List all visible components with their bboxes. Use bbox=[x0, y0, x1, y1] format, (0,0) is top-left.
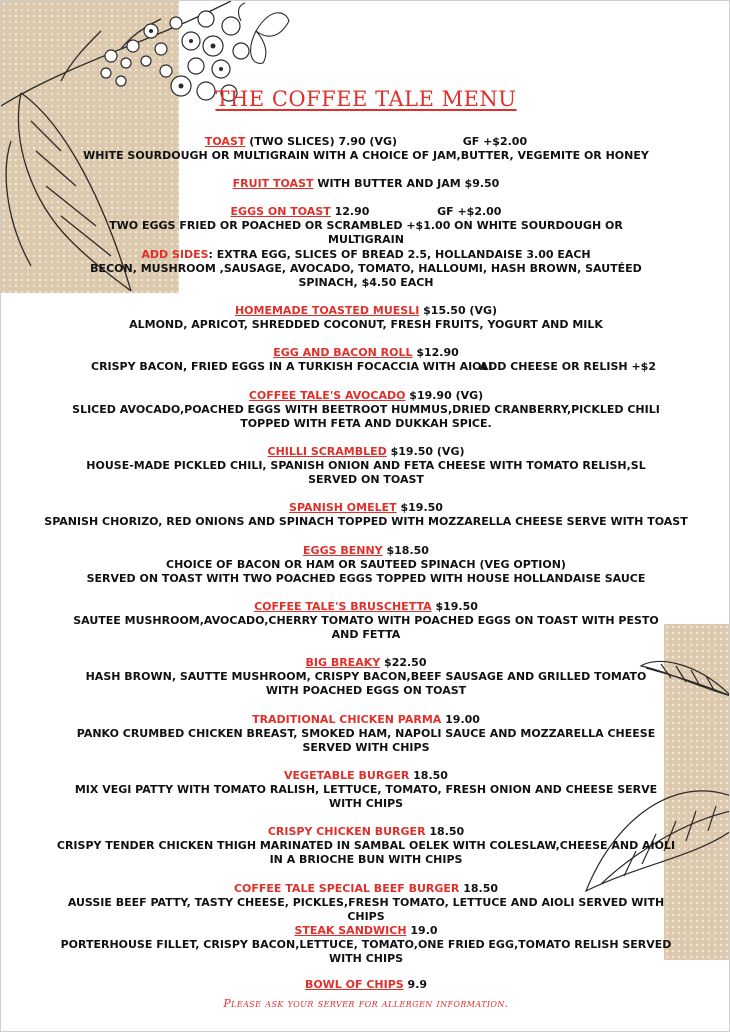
item-description: SPANISH CHORIZO, RED ONIONS AND SPINACH TOPPED WITH MOZZARELLA CHEESE SERVE WITH TOAST bbox=[44, 515, 688, 528]
item-description: WHITE SOURDOUGH OR MULTIGRAIN WITH A CHOICE OF JAM,BUTTER, VEGEMITE OR HONEY bbox=[83, 149, 649, 162]
item-price: 18.50 bbox=[463, 882, 499, 895]
item-name: STEAK SANDWICH bbox=[294, 924, 407, 937]
item-name: HOMEMADE TOASTED MUESLI bbox=[234, 304, 420, 317]
menu-item-bruschetta bbox=[71, 600, 661, 642]
item-description: SAUTEE MUSHROOM,AVOCADO,CHERRY TOMATO WITH POACHED EGGS ON TOAST WITH PESTO AND FETTA bbox=[73, 614, 659, 641]
item-name: COFFEE TALE'S AVOCADO bbox=[248, 389, 406, 402]
item-price: : EXTRA EGG, SLICES OF BREAD 2.5, HOLLANDAISE 3.00 EACH bbox=[208, 248, 591, 261]
menu-item-egg-bacon-roll bbox=[71, 346, 661, 374]
item-price: 18.50 bbox=[413, 769, 448, 782]
item-price: 19.0 bbox=[410, 924, 438, 937]
menu-title: THE COFFEE TALE MENU bbox=[215, 87, 517, 111]
item-description: BECON, MUSHROOM ,SAUSAGE, AVOCADO, TOMATO, HALLOUMI, HASH BROWN, SAUTÉED SPINACH, $4.50 EACH bbox=[90, 262, 642, 289]
item-name: EGGS ON TOAST bbox=[230, 205, 331, 218]
menu-item-beef-burger bbox=[67, 882, 665, 924]
menu-item-add-sides bbox=[71, 248, 661, 290]
item-price: $22.50 bbox=[384, 656, 427, 669]
menu-item-eggs-on-toast bbox=[71, 205, 661, 247]
menu-item-crispy-chicken-burger bbox=[56, 825, 676, 867]
menu-item-toast bbox=[71, 135, 661, 163]
item-name: FRUIT TOAST bbox=[232, 177, 314, 190]
item-addon: ADD CHEESE OR RELISH +$2 bbox=[479, 360, 656, 373]
menu-item-avocado bbox=[71, 389, 661, 431]
item-price: $15.50 (VG) bbox=[423, 304, 498, 317]
item-description: HOUSE-MADE PICKLED CHILI, SPANISH ONION AND FETA CHEESE WITH TOMATO RELISH,SL SERVED ON TOAST bbox=[86, 459, 646, 486]
item-name: EGG AND BACON ROLL bbox=[273, 346, 413, 359]
item-name: COFFEE TALE'S BRUSCHETTA bbox=[254, 600, 432, 613]
item-description: MIX VEGI PATTY WITH TOMATO RALISH, LETTUCE, TOMATO, FRESH ONION AND CHEESE SERVE WITH CHIPS bbox=[74, 783, 658, 810]
item-name: TRADITIONAL CHICKEN PARMA bbox=[252, 713, 442, 726]
item-price: WITH BUTTER AND JAM $9.50 bbox=[313, 177, 500, 190]
item-price: 9.9 bbox=[407, 978, 428, 991]
item-name: BOWL OF CHIPS bbox=[304, 978, 404, 991]
menu-item-vegetable-burger bbox=[71, 769, 661, 811]
item-price: 19.00 bbox=[445, 713, 480, 726]
item-name: ADD SIDES bbox=[141, 248, 209, 261]
item-description: HASH BROWN, SAUTTE MUSHROOM, CRISPY BACON,BEEF SAUSAGE AND GRILLED TOMATO WITH POACHED EGGS ON TOAST bbox=[85, 670, 647, 697]
item-price: $19.90 (VG) bbox=[409, 389, 484, 402]
item-description: PORTERHOUSE FILLET, CRISPY BACON,LETTUCE, TOMATO,ONE FRIED EGG,TOMATO RELISH SERVED WITH CHIPS bbox=[60, 938, 672, 965]
item-price: 12.90 bbox=[334, 205, 370, 218]
item-description: SLICED AVOCADO,POACHED EGGS WITH BEETROOT HUMMUS,DRIED CRANBERRY,PICKLED CHILI TOPPED WITH FETA AND DUKKAH SPICE. bbox=[72, 403, 660, 430]
item-price: 18.50 bbox=[429, 825, 465, 838]
item-price: $12.90 bbox=[416, 346, 459, 359]
item-description: ALMOND, APRICOT, SHREDDED COCONUT, FRESH FRUITS, YOGURT AND MILK bbox=[129, 318, 603, 331]
item-price: $19.50 bbox=[435, 600, 478, 613]
item-name: SPANISH OMELET bbox=[289, 501, 397, 514]
item-description: TWO EGGS FRIED OR POACHED OR SCRAMBLED +$1.00 ON WHITE SOURDOUGH OR MULTIGRAIN bbox=[109, 219, 623, 246]
item-description: CRISPY BACON, FRIED EGGS IN A TURKISH FOCACCIA WITH AIOLI bbox=[91, 360, 493, 373]
item-name: TOAST bbox=[204, 135, 246, 148]
item-name: CHILLI SCRAMBLED bbox=[267, 445, 387, 458]
item-name: VEGETABLE BURGER bbox=[284, 769, 410, 782]
menu-item-chilli-scrambled bbox=[71, 445, 661, 487]
menu-item-fruit-toast bbox=[71, 177, 661, 191]
menu-content bbox=[1, 1, 730, 1032]
item-extra: GF +$2.00 bbox=[462, 135, 528, 148]
item-extra: GF +$2.00 bbox=[437, 205, 502, 218]
item-name: EGGS BENNY bbox=[303, 544, 383, 557]
allergen-note: Please ask your server for allergen information. bbox=[223, 997, 509, 1010]
item-name: COFFEE TALE SPECIAL BEEF BURGER bbox=[233, 882, 460, 895]
item-price: $19.50 (VG) bbox=[390, 445, 465, 458]
menu-item-eggs-benny bbox=[71, 544, 661, 586]
item-price: $18.50 bbox=[386, 544, 429, 557]
item-price: (TWO SLICES) 7.90 (VG) bbox=[249, 135, 398, 148]
menu-item-chicken-parma bbox=[71, 713, 661, 755]
item-price: $19.50 bbox=[400, 501, 443, 514]
item-name: CRISPY CHICKEN BURGER bbox=[267, 825, 426, 838]
item-description: PANKO CRUMBED CHICKEN BREAST, SMOKED HAM, NAPOLI SAUCE AND MOZZARELLA CHEESE SERVED WITH CHIPS bbox=[76, 727, 656, 754]
item-description: AUSSIE BEEF PATTY, TASTY CHEESE, PICKLES,FRESH TOMATO, LETTUCE AND AIOLI SERVED WITH CHIPS bbox=[67, 896, 665, 923]
menu-item-bowl-of-chips bbox=[71, 978, 661, 992]
item-description: CRISPY TENDER CHICKEN THIGH MARINATED IN SAMBAL OELEK WITH COLESLAW,CHEESE AND AIOLI IN A BRIOCHE BUN WITH CHIPS bbox=[56, 839, 676, 866]
item-name: BIG BREAKY bbox=[305, 656, 381, 669]
menu-item-steak-sandwich bbox=[60, 924, 672, 966]
item-description: CHOICE OF BACON OR HAM OR SAUTEED SPINACH (VEG OPTION) bbox=[166, 558, 566, 571]
menu-item-spanish-omelet bbox=[44, 501, 688, 529]
menu-item-big-breaky bbox=[71, 656, 661, 698]
menu-item-muesli bbox=[71, 304, 661, 332]
item-description-2: SERVED ON TOAST WITH TWO POACHED EGGS TOPPED WITH HOUSE HOLLANDAISE SAUCE bbox=[86, 572, 646, 585]
